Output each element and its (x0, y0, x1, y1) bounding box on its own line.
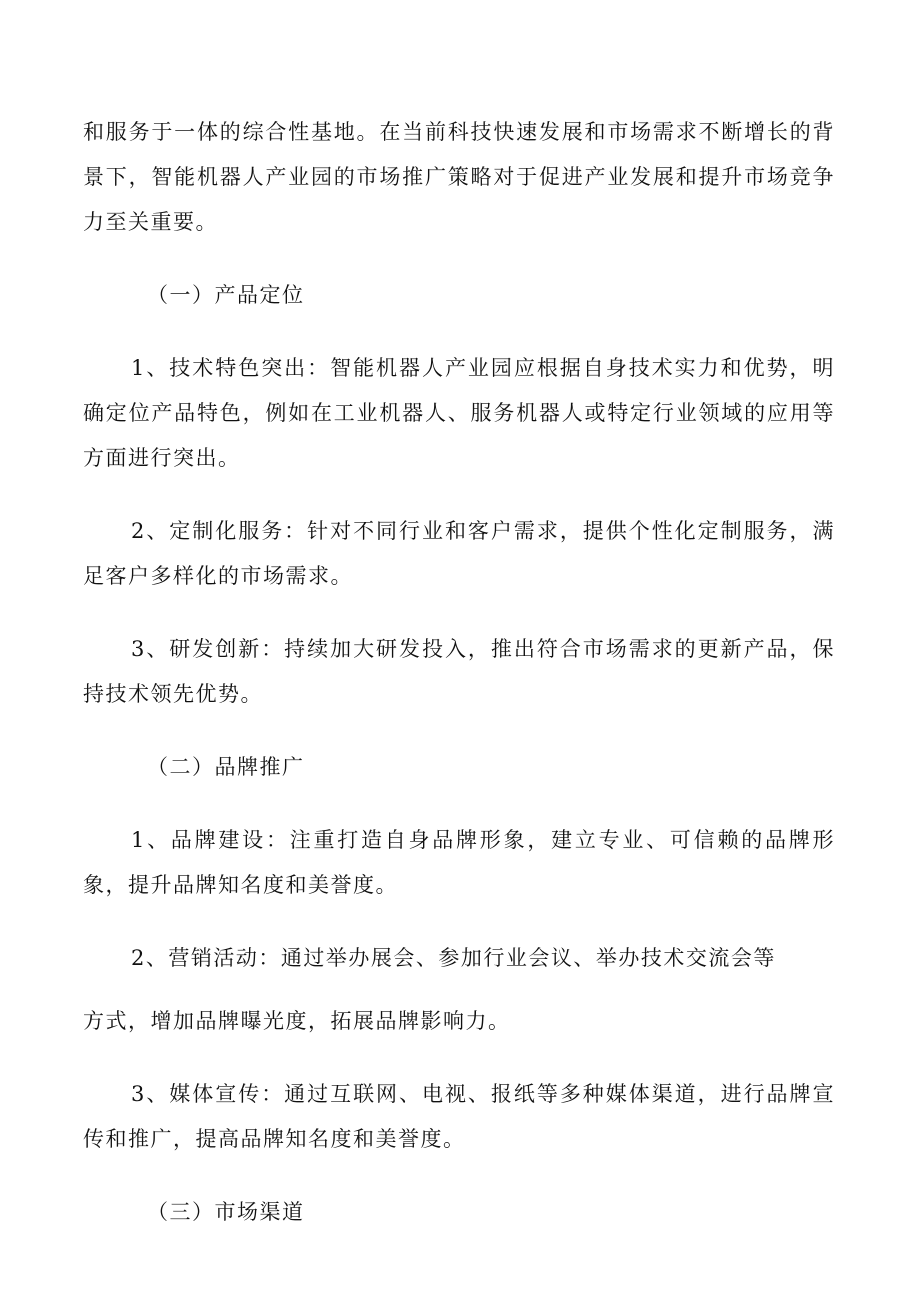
section-heading-product-positioning: （一）产品定位 (147, 283, 305, 307)
section-heading-market-channels: （三）市场渠道 (147, 1200, 305, 1224)
document-body (83, 110, 835, 1263)
section-heading-brand-promotion: （二）品牌推广 (147, 755, 305, 779)
paragraph-brand-building: 1、品牌建设：注重打造自身品牌形象，建立专业、可信赖的品牌形象，提升品牌知名度和美誉度。 (83, 828, 835, 897)
intro-paragraph: 和服务于一体的综合性基地。在当前科技快速发展和市场需求不断增长的背景下，智能机器人产业园的市场推广策略对于促进产业发展和提升市场竞争力至关重要。 (83, 120, 835, 234)
paragraph-customized-service: 2、定制化服务：针对不同行业和客户需求，提供个性化定制服务，满足客户多样化的市场需求。 (83, 519, 835, 588)
paragraph-marketing-activities-line1: 2、营销活动：通过举办展会、参加行业会议、举办技术交流会等 (131, 946, 776, 970)
paragraph-marketing-activities-line2: 方式，增加品牌曝光度，拓展品牌影响力。 (83, 1009, 511, 1033)
paragraph-tech-features: 1、技术特色突出：智能机器人产业园应根据自身技术实力和优势，明确定位产品特色，例如在工业机器人、服务机器人或特定行业领域的应用等方面进行突出。 (83, 356, 835, 470)
paragraph-rd-innovation: 3、研发创新：持续加大研发投入，推出符合市场需求的更新产品，保持技术领先优势。 (83, 637, 835, 706)
paragraph-media-publicity: 3、媒体宣传：通过互联网、电视、报纸等多种媒体渠道，进行品牌宣传和推广，提高品牌知名度和美誉度。 (83, 1082, 835, 1151)
